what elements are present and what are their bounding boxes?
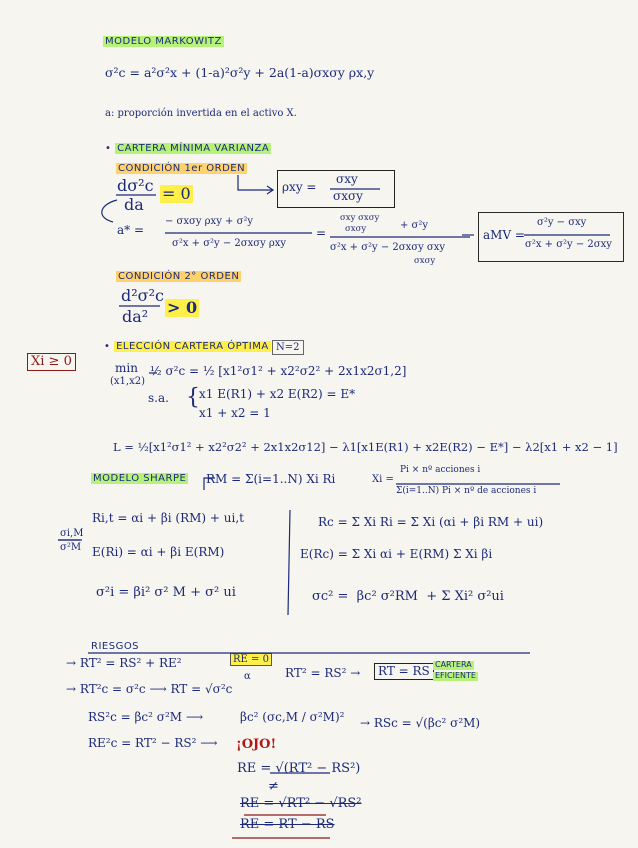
xi-numerator: Pi × nº acciones i	[400, 465, 481, 475]
bullet-icon: •	[105, 143, 112, 154]
rho-numerator: σxy	[336, 172, 358, 186]
astar-denominator-1: σ²x + σ²y − 2σxσy ρxy	[172, 238, 287, 249]
rm-formula: RM = Σ(i=1..N) Xi Ri	[206, 472, 336, 486]
re-zero-under: α	[244, 671, 251, 682]
constraint-tag: Xi ≥ 0	[27, 353, 76, 371]
astar-denominator-2: σ²x + σ²y − 2σxσy σxy	[330, 242, 446, 253]
rc-formula: Rc = Σ Xi Ri = Σ Xi (αi + βi RM + ui)	[318, 515, 544, 529]
lagrangian: L = ½[x1²σ1² + x2²σ2² + 2x1x2σ12] − λ1[x1E(R1) + x2E(R2) − E*] − λ2[x1 + x2 − 1]	[113, 440, 618, 454]
beta-denominator: σ²M	[60, 542, 82, 553]
astar-numerator-2c: + σ²y	[400, 220, 429, 231]
re-zero-tag: RE = 0	[230, 653, 272, 666]
markowitz-variance-formula: σ²c = a²σ²x + (1-a)²σ²y + 2a(1-a)σxσy ρx,y	[105, 65, 375, 80]
ojo-note: ¡OJO!	[236, 737, 277, 752]
n-tag: N=2	[272, 340, 304, 355]
optima-title: ELECCIÓN CARTERA ÓPTIMA	[116, 341, 269, 352]
erc-formula: E(Rc) = Σ Xi αi + E(RM) Σ Xi βi	[300, 547, 493, 561]
astar-label: a* =	[117, 223, 145, 237]
rho-arrow-line	[238, 175, 272, 190]
cartera-label: CARTERA	[435, 660, 472, 669]
not-equal-sign: ≠	[268, 779, 279, 794]
sharpe-title: MODELO SHARPE	[93, 473, 187, 484]
astar-numerator-1: − σxσy ρxy + σ²y	[165, 216, 254, 227]
constraint-2: x1 + x2 = 1	[199, 406, 271, 420]
cond1-title: CONDICIÓN 1er ORDEN	[118, 163, 246, 174]
riesgos-line-3c: → RSc = √(βc² σ²M)	[360, 716, 481, 730]
riesgos-line-5: RE = √(RT² − RS²)	[237, 761, 361, 776]
ri-formula: Ri,t = αi + βi (RM) + ui,t	[92, 511, 244, 525]
astar-curve-arrow	[102, 200, 117, 222]
constraint-1: x1 E(R1) + x2 E(R2) = E*	[199, 387, 356, 401]
brace-icon: {	[186, 385, 200, 410]
sa-label: s.a.	[148, 391, 169, 405]
riesgos-line-4: RE²c = RT² − RS² ⟶	[88, 736, 218, 750]
riesgos-title: RIESGOS	[91, 641, 140, 652]
bullet-icon: •	[104, 341, 111, 352]
riesgos-line-2: → RT²c = σ²c ⟶ RT = √σ²c	[66, 682, 233, 696]
var-c-formula: σc² = βc² σ²RM + Σ Xi² σ²ui	[312, 589, 504, 604]
rho-label: ρxy =	[282, 180, 317, 194]
cond1-denominator: da	[124, 195, 144, 214]
astar-numerator-2a: σxy σxσy	[340, 213, 380, 223]
var-i-formula: σ²i = βi² σ² M + σ² ui	[96, 585, 236, 600]
cond1-equals-zero: = 0	[162, 184, 191, 203]
amv-label: aMV =	[483, 228, 525, 242]
beta-numerator: σi,M	[60, 528, 84, 539]
amv-numerator: σ²y − σxy	[537, 217, 587, 228]
markowitz-title: MODELO MARKOWITZ	[105, 36, 222, 47]
amv-denominator: σ²x + σ²y − 2σxy	[525, 239, 612, 250]
cond2-title: CONDICIÓN 2° ORDEN	[118, 271, 240, 282]
xi-label: Xi =	[372, 474, 394, 485]
astar-equals: =	[316, 226, 327, 240]
astar-numerator-2b: σxσy	[345, 224, 367, 234]
markowitz-a-definition: a: proporción invertida en el activo X.	[105, 108, 297, 119]
cond2-numerator: d²σ²c	[121, 286, 164, 305]
riesgos-line-7: RE = RT − RS	[240, 817, 335, 832]
objective-function: ½ σ²c = ½ [x1²σ1² + x2²σ2² + 2x1x2σ1,2]	[150, 364, 407, 378]
min-label: min	[115, 361, 138, 375]
riesgos-line-1a: → RT² = RS² + RE²	[66, 656, 182, 670]
cond2-denominator: da²	[122, 307, 149, 326]
riesgos-line-3a: RS²c = βc² σ²M ⟶	[88, 710, 204, 724]
eficiente-label: EFICIENTE	[435, 671, 476, 680]
eri-formula: E(Ri) = αi + βi E(RM)	[92, 545, 225, 559]
rm-arrow	[204, 478, 215, 490]
riesgos-line-3b: βc² (σc,M / σ²M)²	[240, 710, 345, 724]
rt-equals-rs-box: RT = RS	[374, 663, 434, 680]
cond2-greater-zero: > 0	[167, 298, 198, 317]
cond1-numerator: dσ²c	[117, 176, 154, 195]
min-vars: (x1,x2)	[110, 376, 145, 387]
riesgos-line-6: RE = √RT² − √RS²	[240, 796, 362, 811]
min-var-title: CARTERA MÍNIMA VARIANZA	[117, 143, 270, 154]
xi-denominator: Σ(i=1..N) Pi × nº de acciones i	[396, 486, 537, 496]
astar-denominator-2b: σxσy	[414, 256, 436, 266]
riesgos-line-1b: RT² = RS² →	[285, 666, 361, 680]
sharpe-divider	[288, 510, 290, 615]
rho-denominator: σxσy	[333, 189, 363, 203]
